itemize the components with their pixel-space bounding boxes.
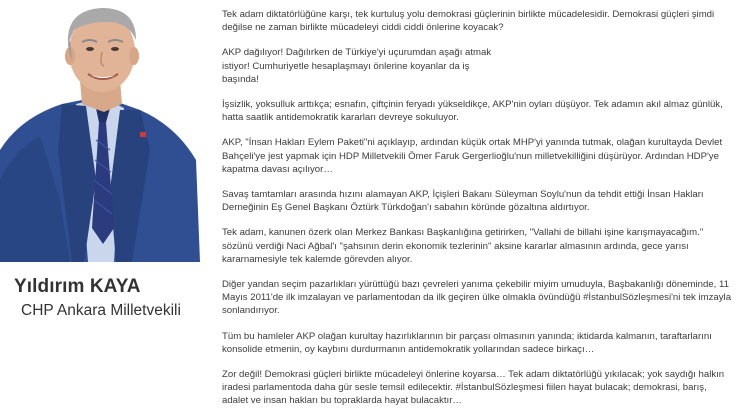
article-body bbox=[222, 8, 732, 420]
paragraph: İşsizlik, yoksulluk arttıkça; esnafın, çiftçinin feryadı yükseldikçe, AKP'nin oyları düşüyor. Tek adamın akıl almaz günlük, hatta saatlik antidemokratik kararları devreye sokuluyor. bbox=[222, 99, 723, 124]
paragraph: AKP dağılıyor! Dağılırken de Türkiye'yi uçurumdan aşağı atmak istiyor! Cumhuriyetle hesaplaşmayı önlerine koyanlar da iş başında! bbox=[222, 47, 492, 85]
paragraph: Diğer yandan seçim pazarlıkları yürüttüğü bazı çevreleri yanıma çekebilir miyim umuduyla, Başbakanlığı döneminde, 11 Mayıs 2011'de ilk imzalayan ve parlamentodan da ilk geçiren ülke olmakla övündüğü #İstanbulSözleşmesi'ni tek imzayla sonlandırıyor. bbox=[222, 279, 732, 317]
paragraph: Tek adam, kanunen özerk olan Merkez Bankası Başkanlığına getirirken, "Vallahi de billahi işine karışmayacağım." sözünü verdiği Naci Ağbal'ı "şahsının derin ekonomik tezlerinin" aksine kararlar almasının ardında, gece yarısı kararnamesiyle tek kalemde görevden alıyor. bbox=[222, 227, 704, 265]
paragraph: AKP, "İnsan Hakları Eylem Paketi"ni açıklayıp, ardından küçük ortak MHP'yi yanında tutmak, olağan kurultayda Devlet Bahçeli'ye jest yapmak için HDP Milletvekili Ömer Faruk Gergerlioğlu'nun milletvekilliğini düşürüyor. Ardından HDP'ye kapatma davası açılıyor… bbox=[222, 137, 723, 175]
person-title: CHP Ankara Milletvekili bbox=[21, 302, 181, 319]
person-name: Yıldırım KAYA bbox=[14, 276, 141, 297]
paragraph: Tek adam diktatörlüğüne karşı, tek kurtuluş yolu demokrasi güçlerinin birlikte mücadelesidir. Demokrasi güçleri şimdi değilse ne zaman birlikte mücadeleyi ciddi ciddi önlerine koyacak? bbox=[222, 9, 715, 34]
profile-panel bbox=[0, 0, 200, 416]
paragraph: Tüm bu hamleler AKP olağan kurultay hazırlıklarının bir parçası olmasının yanında; iktidarda kalmanın, taraftarlarını konsolide etmenin, oy kaybını durdurmanın antidemokratik yollarından sadece birkaçı… bbox=[222, 330, 712, 355]
portrait-photo bbox=[0, 0, 200, 262]
paragraph: Savaş tamtamları arasında hızını alamayan AKP, İçişleri Bakanı Süleyman Soylu'nun da tehdit ettiği İnsan Hakları Derneğinin Eş Genel Başkanı Öztürk Türkdoğan'ı sabahın köründe gözaltına aldırtıyor. bbox=[222, 189, 704, 214]
paragraph: Zor değil! Demokrasi güçleri birlikte mücadeleyi önlerine koyarsa… Tek adam diktatörlüğü yıkılacak; yok saydığı halkın iradesi parlamentoda daha gür sesle temsil edilecektir. #İstanbulSözleşmesi fiilen hayat bulacak; demokrasi, barış, adalet ve insan hakları bu topraklarda hayat bulacaktır… bbox=[222, 369, 725, 407]
